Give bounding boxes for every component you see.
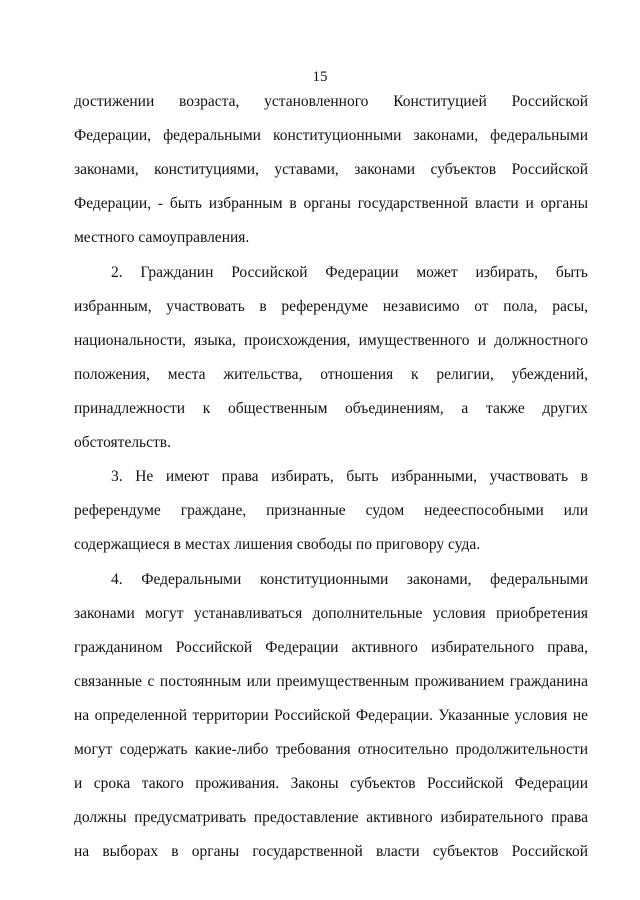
text-line: Федерации, федеральными конституционными законами, федеральными xyxy=(74,127,588,144)
text-line: 3. Не имеют права избирать, быть избранными, участвовать в xyxy=(111,468,588,485)
text-line: законами могут устанавливаться дополнительные условия приобретения xyxy=(74,605,588,622)
text-line: на определенной территории Российской Федерации. Указанные условия не xyxy=(74,707,588,724)
text-line: 2. Гражданин Российской Федерации может избирать, быть xyxy=(111,264,588,281)
text-line: местного самоуправления. xyxy=(74,229,250,246)
text-line: на выборах в органы государственной власти субъектов Российской xyxy=(74,843,588,860)
text-line: могут содержать какие-либо требования относительно продолжительности xyxy=(74,741,588,758)
text-line: избранным, участвовать в референдуме независимо от пола, расы, xyxy=(74,298,588,315)
text-line: Федерации, - быть избранным в органы государственной власти и органы xyxy=(74,195,588,212)
text-line: положения, места жительства, отношения к религии, убеждений, xyxy=(74,366,588,383)
text-line: обстоятельств. xyxy=(74,434,171,451)
text-line: гражданином Российской Федерации активного избирательного права, xyxy=(74,639,588,656)
text-line: законами, конституциями, уставами, законами субъектов Российской xyxy=(74,161,588,178)
text-line: референдуме граждане, признанные судом недееспособными или xyxy=(74,502,588,519)
text-line: принадлежности к общественным объединениям, а также других xyxy=(74,400,588,417)
text-line: содержащиеся в местах лишения свободы по приговору суда. xyxy=(74,536,481,553)
text-line: достижении возраста, установленного Конституцией Российской xyxy=(74,93,588,110)
text-line: и срока такого проживания. Законы субъектов Российской Федерации xyxy=(74,775,588,792)
text-line: связанные с постоянным или преимущественным проживанием гражданина xyxy=(74,673,588,690)
page-number: 15 xyxy=(312,69,328,85)
text-line: 4. Федеральными конституционными законами, федеральными xyxy=(111,571,588,588)
text-line: должны предусматривать предоставление активного избирательного права xyxy=(74,809,588,826)
text-line: национальности, языка, происхождения, имущественного и должностного xyxy=(74,332,588,349)
